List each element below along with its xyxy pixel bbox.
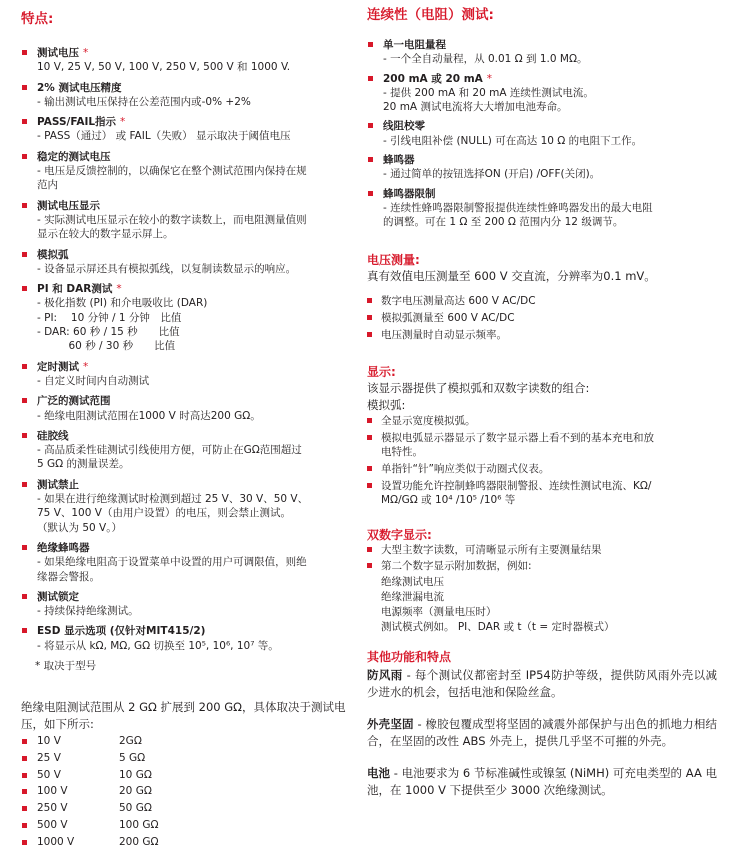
footnote: * 取决于型号 [35, 659, 97, 672]
resistance-cell: 10 GΩ [119, 768, 152, 781]
resistance-cell: 2GΩ [119, 734, 142, 747]
feature-description: - 如果绝缘电阻高于设置菜单中设置的用户可调限值，则绝 [37, 556, 307, 569]
bullet-marker [367, 547, 372, 552]
feature-item [21, 624, 353, 653]
display-list [367, 414, 717, 507]
feature-heading [37, 624, 353, 638]
feature-description: - 引线电阻补偿 (NULL) 可在高达 10 Ω 的电阻下工作。 [383, 134, 643, 147]
paragraph-text: - 电池要求为 6 节标准碱性或镍氢 (NiMH) 可充电类型的 AA 电池，在 1000 V 下提供至少 3000 次绝缘测试。 [367, 765, 717, 798]
continuity-list [367, 38, 717, 230]
resistance-cell: 100 GΩ [119, 818, 159, 831]
feature-description: - DAR: 60 秒 / 15 秒 比值 [37, 326, 180, 339]
feature-title: PI 和 DAR测试 [37, 283, 113, 296]
feature-description: - 绝缘电阻测试范围在1000 V 时高达200 GΩ。 [37, 409, 261, 422]
feature-title: 测试电压显示 [37, 199, 100, 212]
list-item-text: 数字电压测量高达 600 V AC/DC [381, 294, 536, 307]
feature-description: - 设备显示屏还具有模拟弧线，以复制读数显示的响应。 [37, 262, 297, 275]
feature-description: - 通过简单的按钮选择ON (开启) /OFF(关闭)。 [383, 168, 601, 181]
feature-paragraph [367, 667, 717, 702]
resistance-cell: 20 GΩ [119, 785, 152, 798]
voltage-title: 电压测量: [367, 252, 420, 267]
bullet-marker [367, 563, 372, 568]
voltage-cell: 25 V [37, 751, 61, 764]
feature-title: 稳定的测试电压 [37, 150, 111, 163]
feature-title: 硅胶线 [37, 429, 69, 442]
feature-item [21, 429, 353, 472]
bullet-marker [22, 545, 27, 550]
feature-title: 测试电压 [37, 47, 79, 59]
display-paragraph: 该显示器提供了模拟弧和双数字读数的组合: [367, 380, 590, 395]
range-table [21, 733, 353, 851]
list-item [367, 414, 717, 428]
feature-heading [383, 187, 717, 201]
sub-list-item: 电源频率（测量电压时） [381, 605, 497, 618]
feature-title: 线阻校零 [383, 120, 425, 133]
feature-star: * [83, 360, 89, 373]
range-paragraph: 绝缘电阻测试范围从 2 GΩ 扩展到 200 GΩ，具体取决于测试电压，如下所示: [21, 699, 346, 731]
features-list [21, 46, 353, 653]
list-item-text: 模拟电弧显示器显示了数字显示器上看不到的基本充电和放 [381, 431, 654, 444]
paragraph-text: - 橡胶包覆成型将坚固的减震外部保护与出色的抓地力相结合，在坚固的改性 ABS 外壳上，提供几乎坚不可摧的外壳。 [367, 716, 717, 749]
voltage-cell: 1000 V [37, 835, 75, 848]
voltage-cell: 250 V [37, 802, 68, 815]
feature-description: （默认为 50 V。） [37, 521, 122, 534]
feature-heading [37, 46, 353, 60]
voltage-cell: 100 V [37, 785, 68, 798]
bullet-marker [22, 286, 27, 291]
feature-heading [383, 72, 717, 86]
feature-heading [37, 429, 353, 443]
feature-description: 60 秒 / 30 秒 比值 [37, 340, 176, 353]
list-item [367, 294, 717, 308]
feature-description: 75 V、100 V（由用户设置）的电压，则会禁止测试。 [37, 507, 291, 520]
feature-description: 10 V, 25 V, 50 V, 100 V, 250 V, 500 V 和 1000 V. [37, 61, 291, 74]
bullet-marker [22, 806, 27, 811]
feature-heading [383, 119, 717, 133]
list-item-text: 模拟弧测量至 600 V AC/DC [381, 311, 515, 324]
voltage-cell: 500 V [37, 818, 68, 831]
list-item-text: 电压测量时自动显示频率。 [381, 328, 507, 341]
feature-star: * [120, 116, 126, 129]
feature-item [21, 199, 353, 242]
feature-title: 测试禁止 [37, 478, 79, 491]
bullet-marker [368, 76, 373, 81]
bullet-marker [22, 433, 27, 438]
list-item [367, 328, 717, 342]
feature-item [367, 72, 717, 115]
feature-heading [37, 115, 353, 129]
resistance-cell: 5 GΩ [119, 751, 146, 764]
bullet-marker [22, 154, 27, 159]
feature-title: ESD 显示选项 (仅针对MIT415/2) [37, 625, 206, 638]
sub-list-item: 绝缘测试电压 [381, 575, 444, 588]
bullet-marker [367, 332, 372, 337]
feature-heading [37, 478, 353, 492]
feature-item [367, 38, 717, 67]
feature-description: - 持续保持绝缘测试。 [37, 605, 139, 618]
bullet-marker [367, 435, 372, 440]
bullet-marker [367, 298, 372, 303]
table-row [21, 800, 353, 817]
feature-description: - 连续性蜂鸣器限制警报提供连续性蜂鸣器发出的最大电阻 [383, 201, 653, 214]
voltage-paragraph: 真有效值电压测量至 600 V 交直流，分辨率为0.1 mV。 [367, 268, 656, 283]
feature-title: 单一电阻量程 [383, 39, 446, 51]
feature-star: * [83, 47, 89, 59]
list-item [367, 431, 717, 459]
feature-description: - PASS（通过） 或 FAIL（失败） 显示取决于阈值电压 [37, 130, 291, 143]
bullet-marker [367, 315, 372, 320]
resistance-cell: 200 GΩ [119, 835, 159, 848]
display-sub: 模拟弧: [367, 397, 406, 412]
list-item [367, 479, 717, 507]
feature-heading [383, 38, 717, 52]
feature-item [21, 282, 353, 353]
feature-title: 模拟弧 [37, 248, 69, 261]
feature-description: 范内 [37, 179, 58, 192]
feature-description: - PI: 10 分钟 / 1 分钟 比值 [37, 311, 182, 324]
bullet-marker [22, 364, 27, 369]
feature-description: 显示在较大的数字显示屏上。 [37, 228, 174, 241]
list-item-text: 单指针“针”响应类似于动圈式仪表。 [381, 462, 550, 475]
feature-item [21, 81, 353, 110]
feature-description: - 一个全自动量程，从 0.01 Ω 到 1.0 MΩ。 [383, 53, 588, 66]
feature-paragraph [367, 716, 717, 751]
feature-item [21, 150, 353, 193]
feature-description: 20 mA 测试电流将大大增加电池寿命。 [383, 101, 568, 114]
feature-item [21, 46, 353, 75]
dual-sublist [367, 575, 717, 635]
bullet-marker [368, 157, 373, 162]
list-item-text: MΩ/GΩ 或 10⁴ /10⁵ /10⁶ 等 [381, 493, 516, 506]
feature-title: 2% 测试电压精度 [37, 81, 122, 94]
bullet-marker [22, 628, 27, 633]
list-item-text: 全显示宽度模拟弧。 [381, 414, 476, 427]
table-row [21, 750, 353, 767]
feature-description: - 如果在进行绝缘测试时检测到超过 25 V、30 V、50 V、 [37, 493, 309, 506]
bullet-marker [368, 42, 373, 47]
feature-heading [37, 248, 353, 262]
bullet-marker [368, 123, 373, 128]
feature-description: 的调整。可在 1 Ω 至 200 Ω 范围内分 12 级调节。 [383, 216, 624, 229]
bullet-marker [22, 840, 27, 845]
feature-description: - 将显示从 kΩ, MΩ, GΩ 切换至 10⁵, 10⁶, 10⁷ 等。 [37, 639, 279, 652]
feature-item [367, 153, 717, 182]
bullet-marker [22, 398, 27, 403]
table-row [21, 733, 353, 750]
list-item-text: 大型主数字读数，可清晰显示所有主要测量结果 [381, 543, 602, 556]
other-title: 其他功能和特点 [367, 649, 452, 664]
feature-paragraph [367, 765, 717, 800]
bullet-marker [367, 483, 372, 488]
feature-title: 蜂鸣器限制 [383, 187, 436, 200]
feature-heading [37, 590, 353, 604]
feature-title: 200 mA 或 20 mA [383, 72, 483, 85]
bullet-marker [22, 594, 27, 599]
feature-star: * [116, 283, 122, 296]
left-column [21, 0, 353, 851]
dual-list [367, 543, 717, 573]
feature-item [21, 541, 353, 584]
feature-item [21, 394, 353, 423]
feature-heading [37, 199, 353, 213]
table-row [21, 817, 353, 834]
bullet-marker [367, 466, 372, 471]
feature-description: 5 GΩ 的测量误差。 [37, 458, 130, 471]
feature-heading [37, 81, 353, 95]
feature-item [21, 360, 353, 389]
bullet-marker [22, 789, 27, 794]
resistance-cell: 50 GΩ [119, 802, 152, 815]
bullet-marker [367, 418, 372, 423]
list-item [367, 311, 717, 325]
features-title: 特点: [21, 11, 54, 27]
feature-title: 广泛的测试范围 [37, 395, 111, 408]
list-item [367, 543, 717, 557]
continuity-title: 连续性（电阻）测试: [367, 7, 494, 23]
feature-item [367, 187, 717, 230]
feature-item [367, 119, 717, 148]
feature-item [21, 590, 353, 619]
paragraph-heading: 电池 [367, 765, 391, 780]
bullet-marker [368, 191, 373, 196]
feature-title: 绝缘蜂鸣器 [37, 541, 90, 554]
display-title: 显示: [367, 364, 396, 379]
feature-heading [37, 360, 353, 374]
bullet-marker [22, 739, 27, 744]
feature-description: - 高品质柔性硅测试引线使用方便，可防止在GΩ范围超过 [37, 444, 302, 457]
feature-item [21, 478, 353, 535]
list-item-text: 电特性。 [381, 445, 423, 458]
feature-heading [383, 153, 717, 167]
feature-description: - 输出测试电压保持在公差范围内或-0% +2% [37, 95, 251, 108]
feature-heading [37, 282, 353, 296]
dual-title: 双数字显示: [367, 527, 432, 542]
table-row [21, 767, 353, 784]
bullet-marker [22, 85, 27, 90]
feature-description: - 自定义时间内自动测试 [37, 374, 150, 387]
feature-description: - 实际测试电压显示在较小的数字读数上，而电阻测量值则 [37, 213, 307, 226]
list-item [367, 559, 717, 573]
paragraph-heading: 外壳坚固 [367, 716, 414, 731]
feature-heading [37, 150, 353, 164]
right-column [367, 0, 717, 800]
bullet-marker [22, 203, 27, 208]
voltage-cell: 50 V [37, 768, 61, 781]
feature-description: 缘器会警报。 [37, 570, 100, 583]
paragraph-text: - 每个测试仪都密封至 IP54防护等级，提供防风雨外壳以减少进水的机会，包括电池和保险丝盒。 [367, 667, 718, 700]
voltage-cell: 10 V [37, 734, 61, 747]
bullet-marker [22, 482, 27, 487]
bullet-marker [22, 50, 27, 55]
bullet-marker [22, 252, 27, 257]
table-row [21, 783, 353, 800]
voltage-list [367, 294, 717, 342]
feature-description: - 极化指数 (PI) 和介电吸收比 (DAR) [37, 297, 208, 310]
feature-star: * [486, 72, 493, 85]
bullet-marker [22, 119, 27, 124]
paragraph-heading: 防风雨 [367, 667, 403, 682]
feature-title: 定时测试 [37, 360, 79, 373]
feature-title: 测试锁定 [37, 590, 79, 603]
feature-heading [37, 541, 353, 555]
list-item-text: 设置功能允许控制蜂鸣器限制警报、连续性测试电流、KΩ/ [381, 479, 652, 492]
sub-list-item: 测试模式例如。 PI、DAR 或 t（t = 定时器模式） [381, 620, 615, 633]
bullet-marker [22, 823, 27, 828]
other-paragraphs [367, 667, 717, 800]
bullet-marker [22, 773, 27, 778]
feature-item [21, 115, 353, 144]
bullet-marker [22, 756, 27, 761]
list-item [367, 462, 717, 476]
feature-title: PASS/FAIL指示 [37, 116, 117, 129]
table-row [21, 834, 353, 851]
list-item-text: 第二个数字显示附加数据，例如: [381, 559, 532, 572]
feature-item [21, 248, 353, 277]
sub-list-item: 绝缘泄漏电流 [381, 590, 444, 603]
feature-description: - 提供 200 mA 和 20 mA 连续性测试电流。 [383, 86, 594, 99]
feature-heading [37, 394, 353, 408]
feature-description: - 电压是反馈控制的，以确保它在整个测试范围内保持在规 [37, 165, 307, 178]
feature-title: 蜂鸣器 [383, 154, 415, 167]
